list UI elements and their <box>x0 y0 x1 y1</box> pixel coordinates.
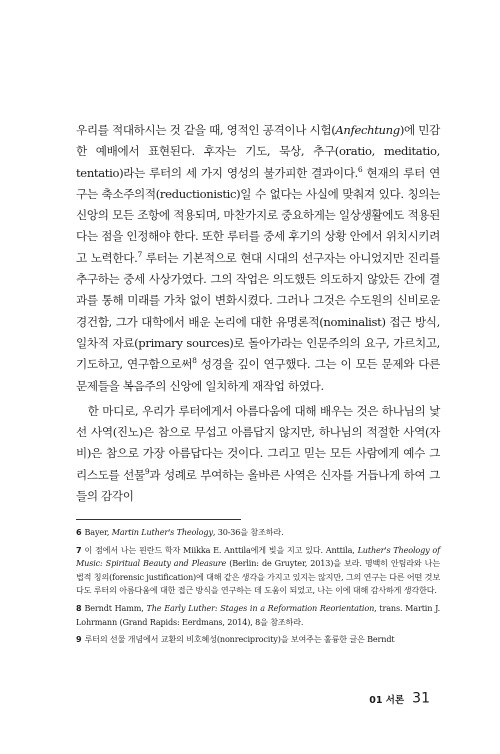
page-number: 31 <box>412 690 430 707</box>
footnote-divider <box>76 519 241 520</box>
text-run: , 30-36을 참조하라. <box>212 527 284 537</box>
main-text <box>76 120 440 507</box>
text-run: (Berlin: de Gruyter, 2013)을 보라. 명백히 안팀라와 나는 법적 칭의(forensic justification)에 대해 같은 생각을 가지고 있지는 않지만, 그의 연구는 다른 어떤 것보다도 루터의 아름다움에 대한 접근 방식을 연구하는 데 도움이 되었고, 나는 이에 대해 감사하게 생각한다. <box>76 558 440 596</box>
text-run: 한 마디로, 우리가 루터에게서 아름다움에 대해 배우는 것은 하나님의 낯선 사역(진노)은 참으로 무섭고 아름답지 않지만, 하나님의 적절한 사역(자비)은 참으로 가장 아름답다는 것이다. 그리고 믿는 모든 사람에게 예수 그리스도를 선물 <box>76 403 440 482</box>
emphasis-anfechtung: Anfechtung <box>335 123 400 137</box>
book-title: Luther's Theology of Music: Spiritual Beauty and Pleasure <box>76 544 440 569</box>
book-title: Martin Luther's Theology <box>111 527 213 537</box>
text-run: Bayer, <box>84 527 112 537</box>
footnote-ref-8[interactable]: 8 <box>192 356 197 366</box>
text-run: 루터는 기본적으로 현대 시대의 선구자는 아니었지만 진리를 추구하는 중세 사상가였다. 그의 작업은 의도했든 의도하지 않았든 간에 결과를 통해 미래를 가차 없이 변화시켰다. 그러나 그것은 수도원의 신비로운 경건함, 그가 대학에서 배운 논리에 대한 유명론적(nominalist) 접근 방식, 일차적 자료(primary sources)로 돌아가라는 인문주의의 요구, 가르치고, 기도하고, 연구함으로써 <box>76 250 441 372</box>
text-run: , trans. Martin J. Lohrmann (Grand Rapids: Eerdmans, 2014), 8을 참조하라. <box>76 602 440 627</box>
running-chapter-title: 01 서론 <box>369 694 405 706</box>
text-run: 과 성례로 부여하는 올바른 사역은 신자를 거듭나게 하여 그들의 감각이 <box>76 467 441 504</box>
paragraph-2 <box>76 401 440 507</box>
footnote-6 <box>76 526 440 540</box>
footnote-8 <box>76 602 440 629</box>
footnote-ref-6[interactable]: 6 <box>357 164 363 174</box>
page-footer <box>369 688 430 707</box>
footnote-ref-9[interactable]: 9 <box>144 466 150 476</box>
footnote-7 <box>76 544 440 598</box>
text-run: Berndt Hamm, <box>84 602 147 613</box>
book-title: The Early Luther: Stages in a Reformation Reorientation <box>146 602 375 613</box>
footnote-number: 7 <box>76 544 82 555</box>
footnote-ref-7[interactable]: 7 <box>137 249 142 259</box>
paragraph-1 <box>76 120 440 397</box>
text-run: )에 민감한 예배에서 표현된다. 후자는 기도, 묵상, 추구(oratio, meditatio, tentatio)라는 루터의 세 가지 영성의 불가피한 결과이다. <box>76 123 440 180</box>
text-run: 우리를 적대하시는 것 같을 때, 영적인 공격이나 시험( <box>76 123 336 137</box>
text-run: 현재의 루터 연구는 축소주의적(reductionistic)일 수 없다는 사실에 맞춰져 있다. 칭의는 신앙의 모든 조항에 적용되며, 마찬가지로 중요하게는 일상생활에도 적용된다는 점을 인정해야 한다. 또한 루터를 중세 후기의 상황 안에서 위치시키려고 노력한다. <box>76 165 440 265</box>
text-run: 이 점에서 나는 핀란드 학자 Miikka E. Anttila에게 빚을 지고 있다. Anttila, <box>84 544 358 555</box>
text-run: 성경을 깊이 연구했다. 그는 이 모든 문제와 다른 문제들을 복음주의 신앙에 일치하게 재작업 하였다. <box>76 357 440 393</box>
footnotes <box>76 526 440 651</box>
footnote-number: 8 <box>76 602 82 613</box>
footnote-number: 9 <box>76 634 82 645</box>
footnote-number: 6 <box>76 527 82 537</box>
footnote-9 <box>76 633 440 647</box>
text-run: 루터의 선물 개념에서 교환의 비호혜성(nonreciprocity)을 보여주는 훌륭한 글은 Berndt <box>84 634 395 645</box>
